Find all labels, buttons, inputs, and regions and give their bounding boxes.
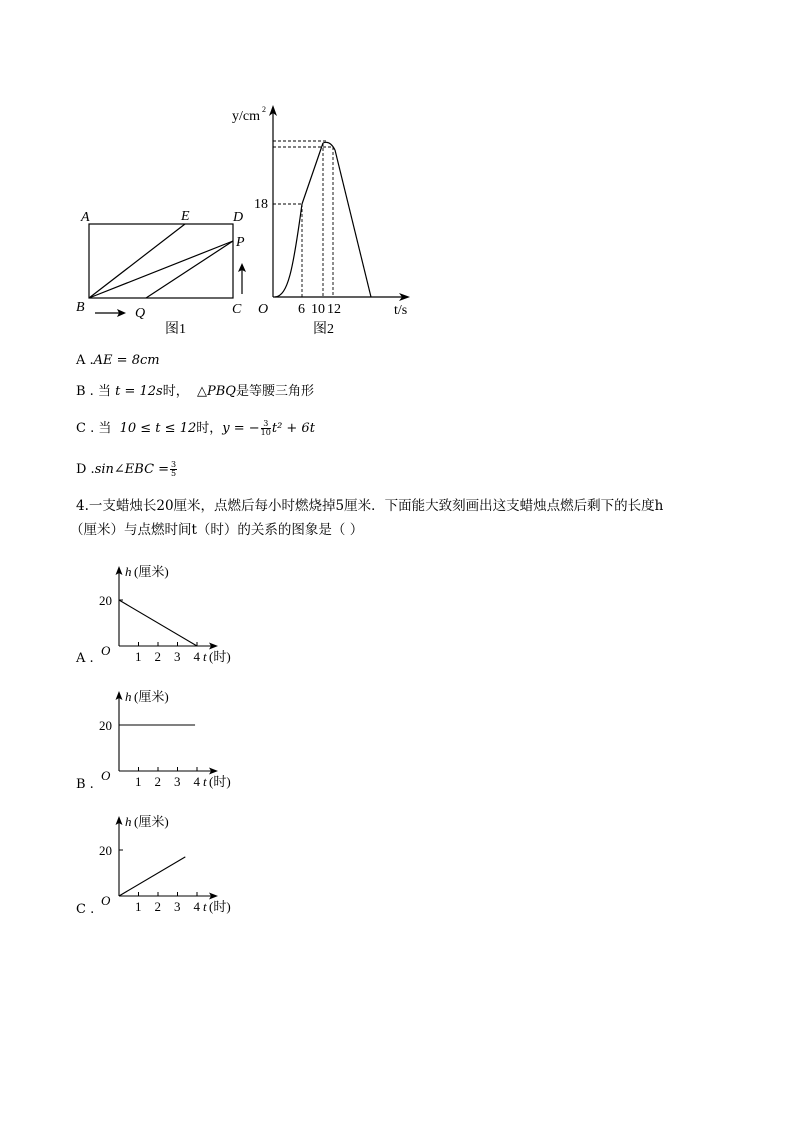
figure-2-origin: O — [258, 302, 269, 317]
y-axis-label-unit: (厘米) — [134, 564, 169, 579]
q3-option-b — [76, 383, 314, 401]
origin-label: O — [101, 768, 111, 783]
origin-label: O — [101, 893, 111, 908]
q3-option-c-prefix: C . 当 — [76, 421, 120, 436]
q3-option-c — [76, 420, 315, 438]
label-a: A — [81, 210, 90, 225]
q3-option-b-math2: PBQ — [206, 384, 236, 399]
graph-line-increasing — [119, 857, 185, 896]
question-4-line-1: 4.一支蜡烛长20厘米，点燃后每小时燃烧掉5厘米．下面能大致刻画出这支蜡烛点燃后剩下的长度h — [76, 498, 664, 514]
x-axis-label-unit: (时) — [209, 649, 231, 664]
question-4-text — [70, 494, 736, 542]
q4-graph-a — [90, 560, 270, 670]
q3-option-b-math: t = 12s — [115, 384, 163, 399]
q3-option-d — [76, 461, 178, 479]
label-b: B — [76, 300, 85, 315]
q3-option-c-suffix: 时， — [196, 421, 223, 436]
label-p: P — [236, 235, 245, 250]
q4-option-c-label: C . — [76, 902, 95, 917]
x-tick-label-1: 1 — [135, 899, 142, 914]
segment-be — [89, 224, 185, 298]
figure-2 — [273, 112, 402, 297]
figure-2-x-tick-12: 12 — [327, 302, 341, 317]
x-tick-label-1: 1 — [135, 774, 142, 789]
segment-qp — [146, 241, 233, 298]
label-q: Q — [135, 306, 146, 321]
y-axis-label-h: h — [125, 814, 132, 829]
q3-option-b-suffix: 时， △ — [162, 384, 207, 399]
x-tick-label-1: 1 — [135, 649, 142, 664]
figure-1-caption: 图1 — [165, 322, 186, 337]
q3-option-d-prefix: D . — [76, 462, 95, 477]
y-tick-label: 20 — [99, 843, 112, 858]
figure-2-y-label-sup: 2 — [262, 105, 266, 114]
x-axis-label-unit: (时) — [209, 899, 231, 914]
q3-option-c-math2b: t² + 6t — [271, 421, 315, 436]
figure-2-caption: 图2 — [313, 322, 334, 337]
figure-2-y-label: y/cm — [232, 109, 260, 124]
q3-option-b-suffix2: 是等腰三角形 — [235, 384, 314, 399]
q3-option-a-math: AE = 8cm — [93, 353, 160, 368]
rectangle-abcd — [89, 224, 233, 298]
x-tick-label-3: 3 — [174, 899, 181, 914]
x-tick-label-3: 3 — [174, 774, 181, 789]
q3-option-d-fraction: $\frac{3}{5}$ — [171, 460, 177, 478]
line-fall — [335, 150, 371, 297]
q3-option-b-prefix: B . 当 — [76, 384, 116, 399]
x-tick-label-3: 3 — [174, 649, 181, 664]
q3-option-c-fraction: $\frac{3}{10}$ — [260, 419, 271, 437]
segment-bp — [89, 241, 233, 298]
q4-graph-c — [90, 810, 270, 920]
y-axis-label-h: h — [125, 564, 132, 579]
y-axis-label-unit: (厘米) — [134, 814, 169, 829]
q3-option-c-math: 10 ≤ t ≤ 12 — [119, 421, 197, 436]
q4-graph-b — [90, 685, 270, 795]
q4-option-a-label: A . — [76, 651, 94, 666]
y-axis-label-unit: (厘米) — [134, 689, 169, 704]
label-c: C — [232, 302, 242, 317]
figure-2-x-tick-10: 10 — [311, 302, 325, 317]
x-tick-label-4: 4 — [193, 649, 200, 664]
question-4-line-2: （厘米）与点燃时间t（时）的关系的图象是（ ） — [70, 522, 364, 538]
figures-1-2 — [0, 0, 794, 345]
x-tick-label-4: 4 — [193, 899, 200, 914]
x-axis-label-t: t — [203, 649, 207, 664]
curve-rise — [275, 204, 302, 297]
figure-1 — [89, 224, 242, 313]
figure-2-guides — [273, 141, 333, 297]
x-axis-label-t: t — [203, 899, 207, 914]
q3-option-c-math2a: y = − — [222, 421, 260, 436]
x-tick-label-2: 2 — [154, 774, 161, 789]
figure-2-y-tick: 18 — [254, 197, 268, 212]
figure-2-x-label: t/s — [394, 303, 408, 318]
label-e: E — [181, 209, 190, 224]
y-tick-label: 20 — [99, 718, 112, 733]
x-axis-label-unit: (时) — [209, 774, 231, 789]
x-tick-label-2: 2 — [154, 649, 161, 664]
graph-line-decreasing — [119, 600, 197, 646]
q3-option-a — [76, 352, 160, 370]
x-tick-label-2: 2 — [154, 899, 161, 914]
q3-option-a-prefix: A . — [76, 353, 94, 368]
y-axis-label-h: h — [125, 689, 132, 704]
figure-2-x-tick-6: 6 — [298, 302, 305, 317]
x-tick-label-4: 4 — [193, 774, 200, 789]
label-d: D — [233, 210, 244, 225]
line-rise — [302, 143, 323, 204]
y-tick-label: 20 — [99, 593, 112, 608]
q3-option-d-math: sin∠EBC = — [94, 462, 170, 477]
q4-option-b-label: B . — [76, 777, 94, 792]
origin-label: O — [101, 643, 111, 658]
x-axis-label-t: t — [203, 774, 207, 789]
